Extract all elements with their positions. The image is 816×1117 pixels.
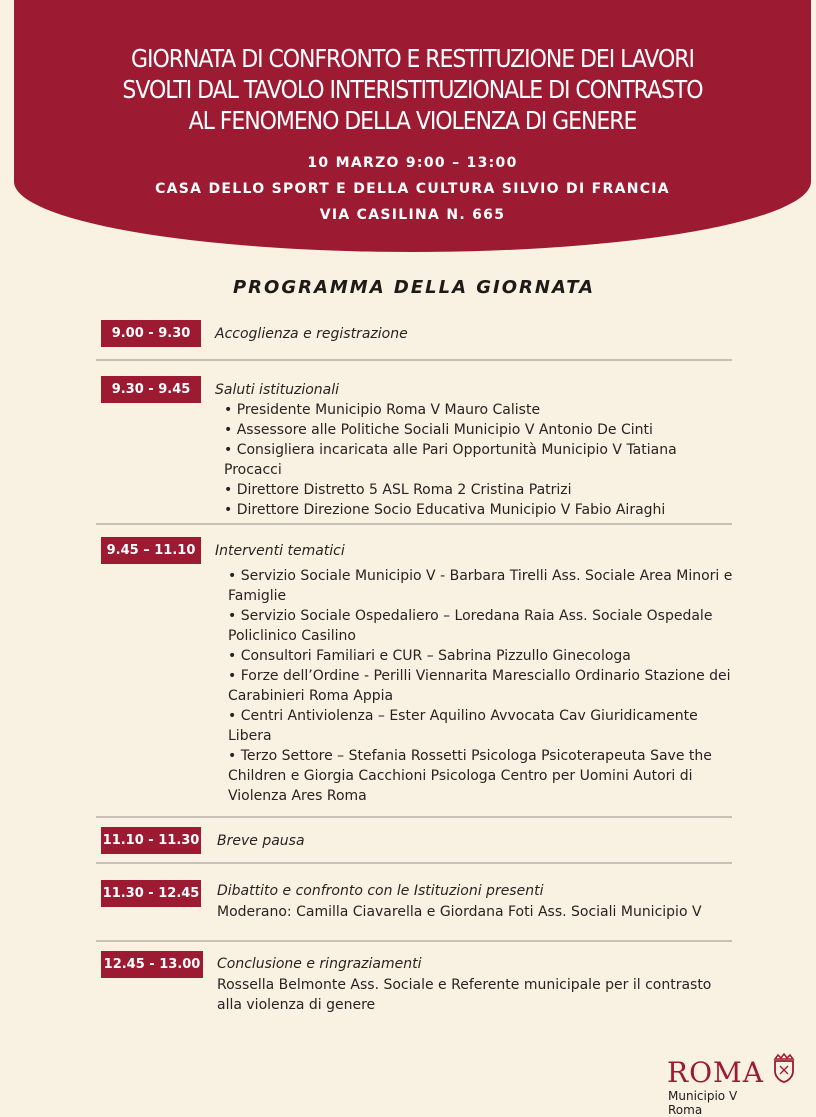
session-5-title: Dibattito e confronto con le Istituzioni presenti: [217, 883, 544, 899]
speaker-line: • Direttore Distretto 5 ASL Roma 2 Cristina Patrizi: [224, 482, 572, 498]
municipio-label: [668, 1089, 737, 1117]
session-2-speakers: [224, 400, 677, 520]
roma-crest-icon: [772, 1053, 796, 1083]
speaker-line: • Direttore Direzione Socio Educativa Municipio V Fabio Airaghi: [224, 502, 666, 518]
event-title: GIORNATA DI CONFRONTO E RESTITUZIONE DEI LAVORI SVOLTI DAL TAVOLO INTERISTITUZIONALE DI CONTRASTO AL FENOMENO DELLA VIOLENZA DI GENERE: [122, 44, 703, 135]
event-info: [14, 150, 811, 228]
speaker-line: Famiglie: [228, 588, 287, 604]
divider: [96, 523, 732, 525]
speaker-line: • Consultori Familiari e CUR – Sabrina Pizzullo Ginecologa: [228, 648, 631, 664]
speaker-line: • Presidente Municipio Roma V Mauro Caliste: [224, 402, 541, 418]
program-title: PROGRAMMA DELLA GIORNATA: [232, 277, 596, 298]
speaker-line: • Centri Antiviolenza – Ester Aquilino Avvocata Cav Giuridicamente: [228, 708, 698, 724]
speaker-line: • Consigliera incaricata alle Pari Opportunità Municipio V Tatiana: [224, 442, 677, 458]
session-6-speakers: [217, 975, 711, 1015]
speaker-line: Libera: [228, 728, 272, 744]
session-2-time: 9.30 - 9.45: [101, 376, 201, 403]
moderator-line: Moderano: Camilla Ciavarella e Giordana Foti Ass. Sociali Municipio V: [217, 904, 702, 920]
session-5-time: 11.30 - 12.45: [101, 880, 201, 907]
session-6-title: Conclusione e ringraziamenti: [217, 956, 422, 972]
session-3-speakers: [228, 566, 732, 806]
speaker-line: Rossella Belmonte Ass. Sociale e Referente municipale per il contrasto: [217, 977, 712, 993]
session-1-time: 9.00 - 9.30: [101, 320, 201, 347]
divider: [96, 816, 732, 818]
divider: [96, 940, 732, 942]
event-address: VIA CASILINA N. 665: [319, 207, 506, 223]
session-1-title: Accoglienza e registrazione: [215, 326, 408, 342]
city-text: Roma: [668, 1103, 703, 1117]
event-date-time: 10 MARZO 9:00 – 13:00: [307, 155, 518, 171]
speaker-line: • Servizio Sociale Municipio V - Barbara Tirelli Ass. Sociale Area Minori e: [228, 568, 733, 584]
event-venue: CASA DELLO SPORT E DELLA CULTURA SILVIO DI FRANCIA: [155, 181, 670, 197]
session-6-time: 12.45 - 13.00: [101, 951, 203, 978]
speaker-line: Carabinieri Roma Appia: [228, 688, 394, 704]
speaker-line: alla violenza di genere: [217, 997, 376, 1013]
header-banner: [14, 0, 811, 252]
speaker-line: • Assessore alle Politiche Sociali Municipio V Antonio De Cinti: [224, 422, 653, 438]
speaker-line: Policlinico Casilino: [228, 628, 356, 644]
speaker-line: • Forze dell’Ordine - Perilli Viennarita Maresciallo Ordinario Stazione dei: [228, 668, 731, 684]
session-3-time: 9.45 – 11.10: [101, 537, 201, 564]
session-2-title: Saluti istituzionali: [215, 382, 340, 398]
speaker-line: • Terzo Settore – Stefania Rossetti Psicologa Psicoterapeuta Save the: [228, 748, 712, 764]
speaker-line: Children e Giorgia Cacchioni Psicologa Centro per Uomini Autori di: [228, 768, 693, 784]
municipio-text: Municipio V: [668, 1089, 738, 1103]
session-4-title: Breve pausa: [217, 833, 305, 849]
divider: [96, 359, 732, 361]
divider: [96, 862, 732, 864]
speaker-line: Violenza Ares Roma: [228, 788, 367, 804]
session-5-moderators: [217, 902, 702, 922]
session-3-title: Interventi tematici: [215, 543, 345, 559]
session-4-time: 11.10 - 11.30: [101, 827, 201, 854]
speaker-line: Procacci: [224, 462, 282, 478]
speaker-line: • Servizio Sociale Ospedaliero – Loredana Raia Ass. Sociale Ospedale: [228, 608, 713, 624]
roma-logo-text: ROMA: [667, 1056, 764, 1089]
